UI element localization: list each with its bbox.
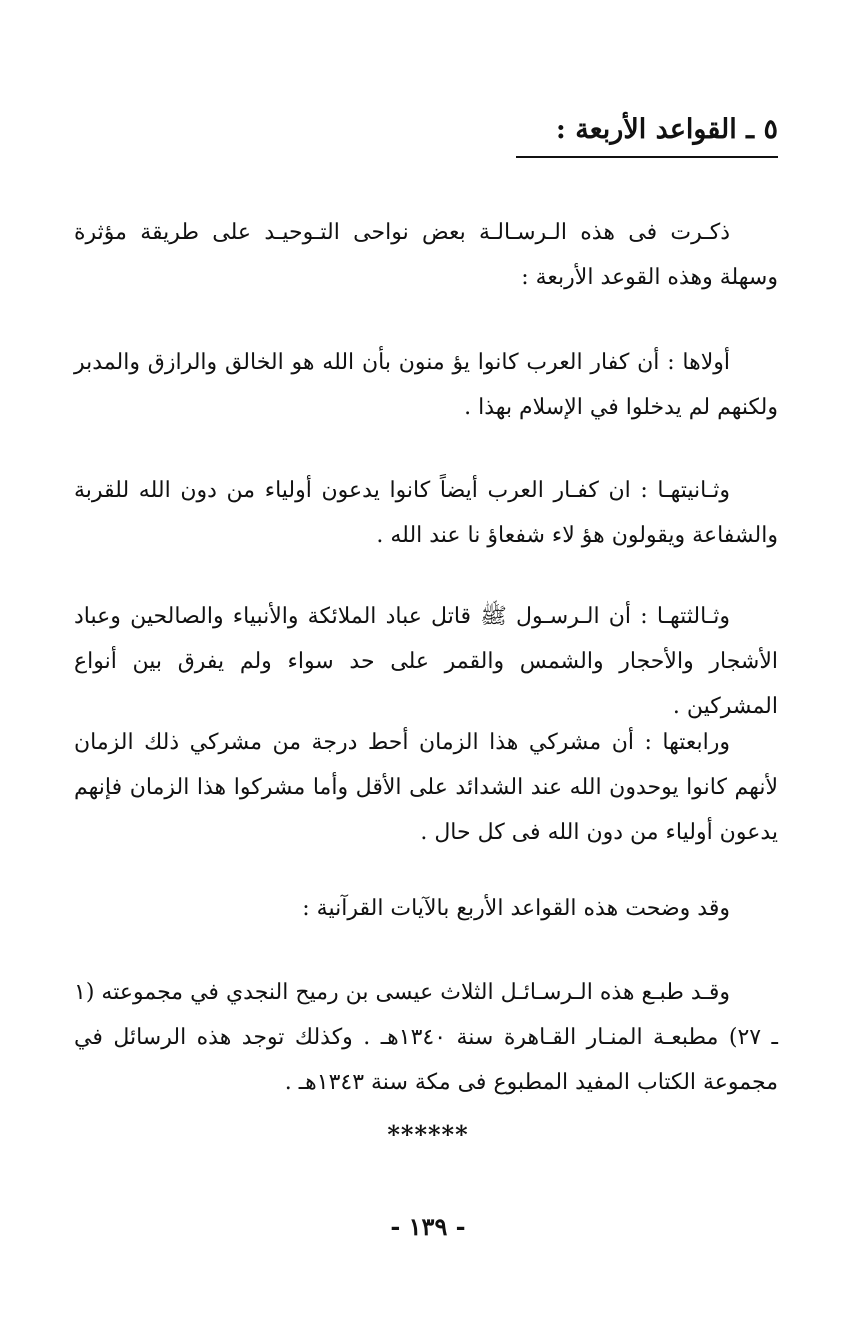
paragraph-rule-one [74, 340, 778, 430]
paragraph-intro [74, 210, 778, 300]
section-separator: ****** [387, 1120, 469, 1149]
paragraph-rule-two-text: وثـانيتهـا : ان كفـار العرب أيضاً كانوا يدعون أولياء من دون الله للقربة والشفاعة ويقولون هؤ لاء شفعاؤ نا عند الله . [74, 478, 778, 548]
paragraph-publication-note [74, 970, 778, 1105]
paragraph-rule-two [74, 468, 778, 558]
paragraph-rule-four-text: ورابعتها : أن مشركي هذا الزمان أحط درجة من مشركي ذلك الزمان لأنهم كانوا يوحدون الله عند الشدائد على الأقل وأما مشركوا هذا الزمان فإنهم يدعون أولياء من دون الله فى كل حال . [74, 730, 778, 845]
paragraph-rule-one-text: أولاها : أن كفار العرب كانوا يؤ منون بأن الله هو الخالق والرازق والمدبر ولكنهم لم يدخلوا في الإسلام بهذا . [74, 350, 778, 420]
section-heading: ٥ ـ القواعد الأربعة : [555, 114, 778, 145]
heading-underline [516, 156, 778, 158]
paragraph-intro-text: ذكـرت فى هذه الـرسـالـة بعض نواحى التـوحيـد على طريقة مؤثرة وسهلة وهذه القوعد الأربعة : [74, 220, 778, 290]
paragraph-publication-note-text: وقـد طبـع هذه الـرسـائـل الثلاث عيسى بن رميح النجدي في مجموعته (١ ـ ٢٧) مطبعـة المنـار القـاهرة سنة ١٣٤٠هـ . وكذلك توجد هذه الرسائل في مجموعة الكتاب المفيد المطبوع فى مكة سنة ١٣٤٣هـ . [74, 980, 778, 1095]
paragraph-quranic-note-text: وقد وضحت هذه القواعد الأربع بالآيات القرآنية : [302, 896, 730, 921]
page-number: - ١٣٩ - [390, 1212, 466, 1241]
paragraph-quranic-note [74, 886, 778, 931]
paragraph-rule-four [74, 720, 778, 855]
paragraph-rule-three [74, 594, 778, 729]
paragraph-rule-three-text: وثـالثتهـا : أن الـرسـول ﷺ قاتل عباد الملائكة والأنبياء والصالحين وعباد الأشجار والأحجار والشمس والقمر على حد سواء ولم يفرق بين أنواع المشركين . [74, 604, 778, 719]
